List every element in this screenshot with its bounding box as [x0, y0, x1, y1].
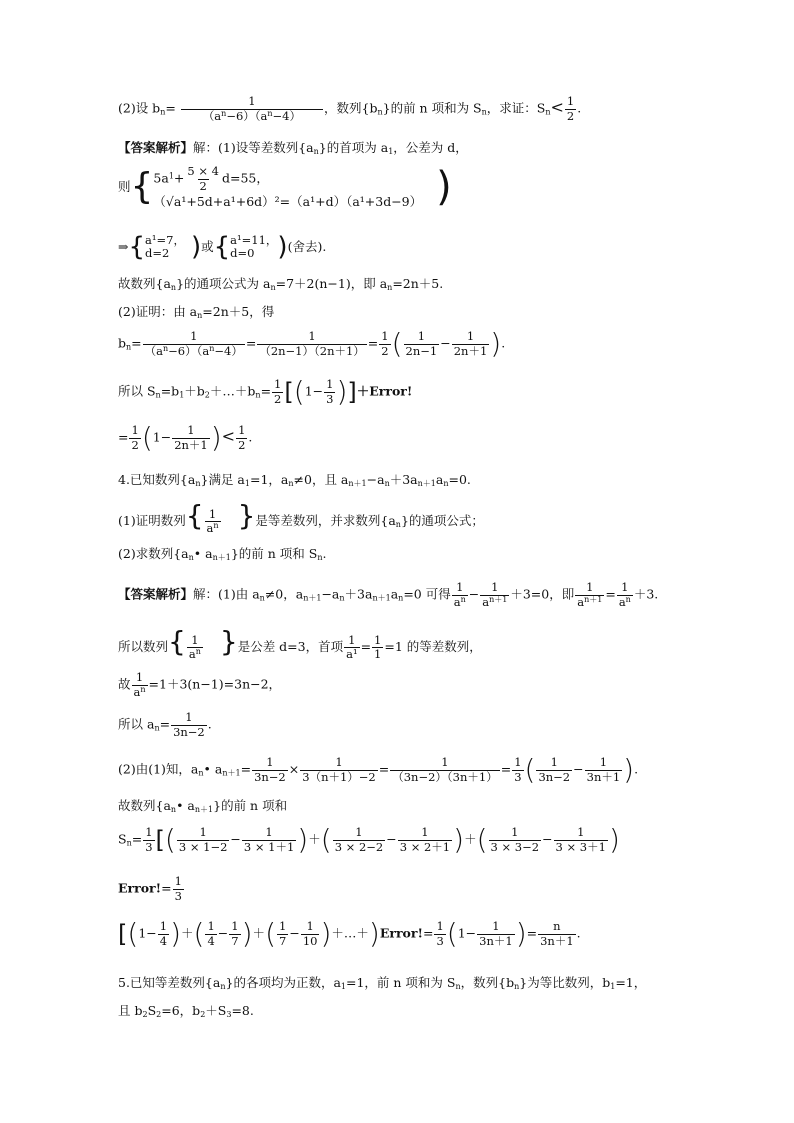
fraction: [181, 96, 323, 122]
right-paren: ): [436, 164, 452, 211]
problem-4-part-1: (1)证明数列{ $\frac{1}{a^n}$ }是等差数列，并求数列$\{a_n\}$的通项公式；: [118, 499, 484, 535]
text: (2)设 b: [118, 100, 161, 116]
problem-3-part-2: (2)设 $b_n=$ $\frac{1}{(a^n-6)(a^n-4)}$ ，数列$\{b_n\}$的前 n 项和为 $S_n$，求证：$S_n<$ $\frac{1}{2}$ .: [118, 94, 582, 123]
an-formula: 所以 $a_n=$ $\frac{1}{3n-2}$ .: [118, 710, 212, 739]
answer-label: 【答案解析】: [118, 140, 194, 155]
answer-label: 【答案解析】: [118, 586, 194, 602]
problem-5: 5.已知等差数列$\{a_n\}$的各项均为正数，$a_1=1$，前 n 项和为 $S_n$，数列$\{b_n\}$为等比数列，$b_1=1$，: [118, 975, 647, 991]
text: ，数列{b: [324, 100, 378, 116]
denominator: $(a^n-6)(a^n-4)$: [181, 109, 323, 123]
system-row: $5a^1+$ $\frac{5 \times 4}{2}$ d=55，: [153, 164, 269, 193]
sum-intro: 故数列{$a_n•$ $a_{n+1}$}的前 n 项和: [118, 798, 288, 814]
text: <: [550, 97, 564, 117]
error-placeholder: ＋Error!: [356, 383, 413, 399]
problem-4: 4.已知数列$\{a_n\}$满足 $a_1=1$，$a_n\ne 0$，且 $a_{n+1}-a_n+3a_{n+1}a_n=0$.: [118, 472, 471, 488]
fraction: $\frac{1}{2}$: [566, 94, 575, 123]
arithmetic-sequence-line: 所以数列{ $\frac{1}{a^n}$ }是公差 d=3，首项 $\frac{1}{\text{a¹}}$ = $\frac{1}{1}$ =1 的等差数列，: [118, 625, 482, 661]
solution-systems: ⇒ { a¹=7， d=2 ) 或 { a¹=11， d=0 ) (舍去).: [118, 232, 327, 262]
numerator: 1: [248, 94, 256, 108]
product-expansion: (2)由(1)知，$a_n•$ $a_{n+1}=$ $\frac{1}{3n-2}$ × $\frac{1}{3(n+1)-2}$ = $\frac{1}{(3n-2)(3n+1)}$ = $\frac{1}{3}$ ( $\frac{1}{3n-2}$ − $\frac{1}{3n+1}$ ).: [118, 753, 639, 786]
left-brace: {: [130, 166, 154, 208]
text: }的前 n 项和为 S: [382, 100, 482, 116]
error-line: Error!= $\frac{1}{3}$: [118, 874, 182, 903]
error-placeholder: Error!: [118, 880, 162, 896]
sn-telescoping: $S_n=$ $\frac{1}{3}$ [( $\frac{1}{3 \times 1-2}$ − $\frac{1}{3 \times 1+1}$ )＋( $\frac{1}{3 \times 2-2}$ − $\frac{1}{3 \times 2+1}$ )＋( $\frac{1}{3 \times 3-2}$ − $\frac{1}{3 \times 3+1}$ ): [118, 823, 620, 856]
reciprocal-formula: 故 $\frac{1}{a^n}$ =1＋3(n−1)=3n−2，: [118, 670, 282, 699]
answer-3-intro: 【答案解析】解：(1)设等差数列$\{a_n\}$的首项为 $a_1$，公差为 d，: [118, 140, 468, 156]
equation-system: [118, 166, 452, 209]
system-row: （√a¹+5d+a¹+6d）²=（a¹+d）（a¹+3d−9）: [153, 194, 423, 209]
error-placeholder: Error!: [379, 925, 423, 941]
problem-4-part-2: (2)求数列{$a_n•$ $a_{n+1}$}的前 n 项和 $S_n$.: [118, 546, 327, 562]
general-formula: 故数列$\{a_n\}$的通项公式为 $a_n=7+2(n-1)$，即 $a_n=2n+5$.: [118, 276, 444, 292]
answer-4-intro: 【答案解析】解：(1)由 $a_n\ne 0$，$a_{n+1}-a_n+3a_{n+1}a_n=0$ 可得 $\frac{1}{a^n}$ − $\frac{1}{a^{n+1}}$ ＋3=0，即 $\frac{1}{a^{n+1}}$ = $\frac{1}{a^n}$ ＋3.: [118, 580, 659, 609]
problem-5-cont: 且 $b_2S_2=6$，$b_2+S_3=8$.: [118, 1003, 254, 1019]
text: =: [165, 100, 176, 116]
sn-sum: 所以 $S_n=b_1+b_2+\dots+b_n=$ $\frac{1}{2}$ [(1− $\frac{1}{3}$ )]＋Error!: [118, 375, 413, 408]
text: ，求证：S: [486, 100, 546, 116]
text: .: [577, 100, 582, 116]
sn-result: = $\frac{1}{2}$ (1− $\frac{1}{2n+1}$ )< $\frac{1}{2}$ .: [118, 421, 253, 454]
proof-start: (2)证明：由 $a_n=2n+5$，得: [118, 304, 275, 320]
final-sum: [(1− $\frac{1}{4}$ )＋( $\frac{1}{4}$ − $\frac{1}{7}$ )＋( $\frac{1}{7}$ − $\frac{1}{10}$ )＋…＋)Error!= $\frac{1}{3}$ (1− $\frac{1}{3n+1}$ )= $\frac{n}{3n+1}$ .: [118, 917, 581, 950]
bn-expansion: $b_n=$ $\frac{1}{(a^n-6)(a^n-4)}$ = $\frac{1}{(2n-1)(2n+1)}$ = $\frac{1}{2}$ ( $\frac{1}{2n-1}$ − $\frac{1}{2n+1}$ ).: [118, 327, 506, 360]
text: 则: [118, 179, 131, 194]
